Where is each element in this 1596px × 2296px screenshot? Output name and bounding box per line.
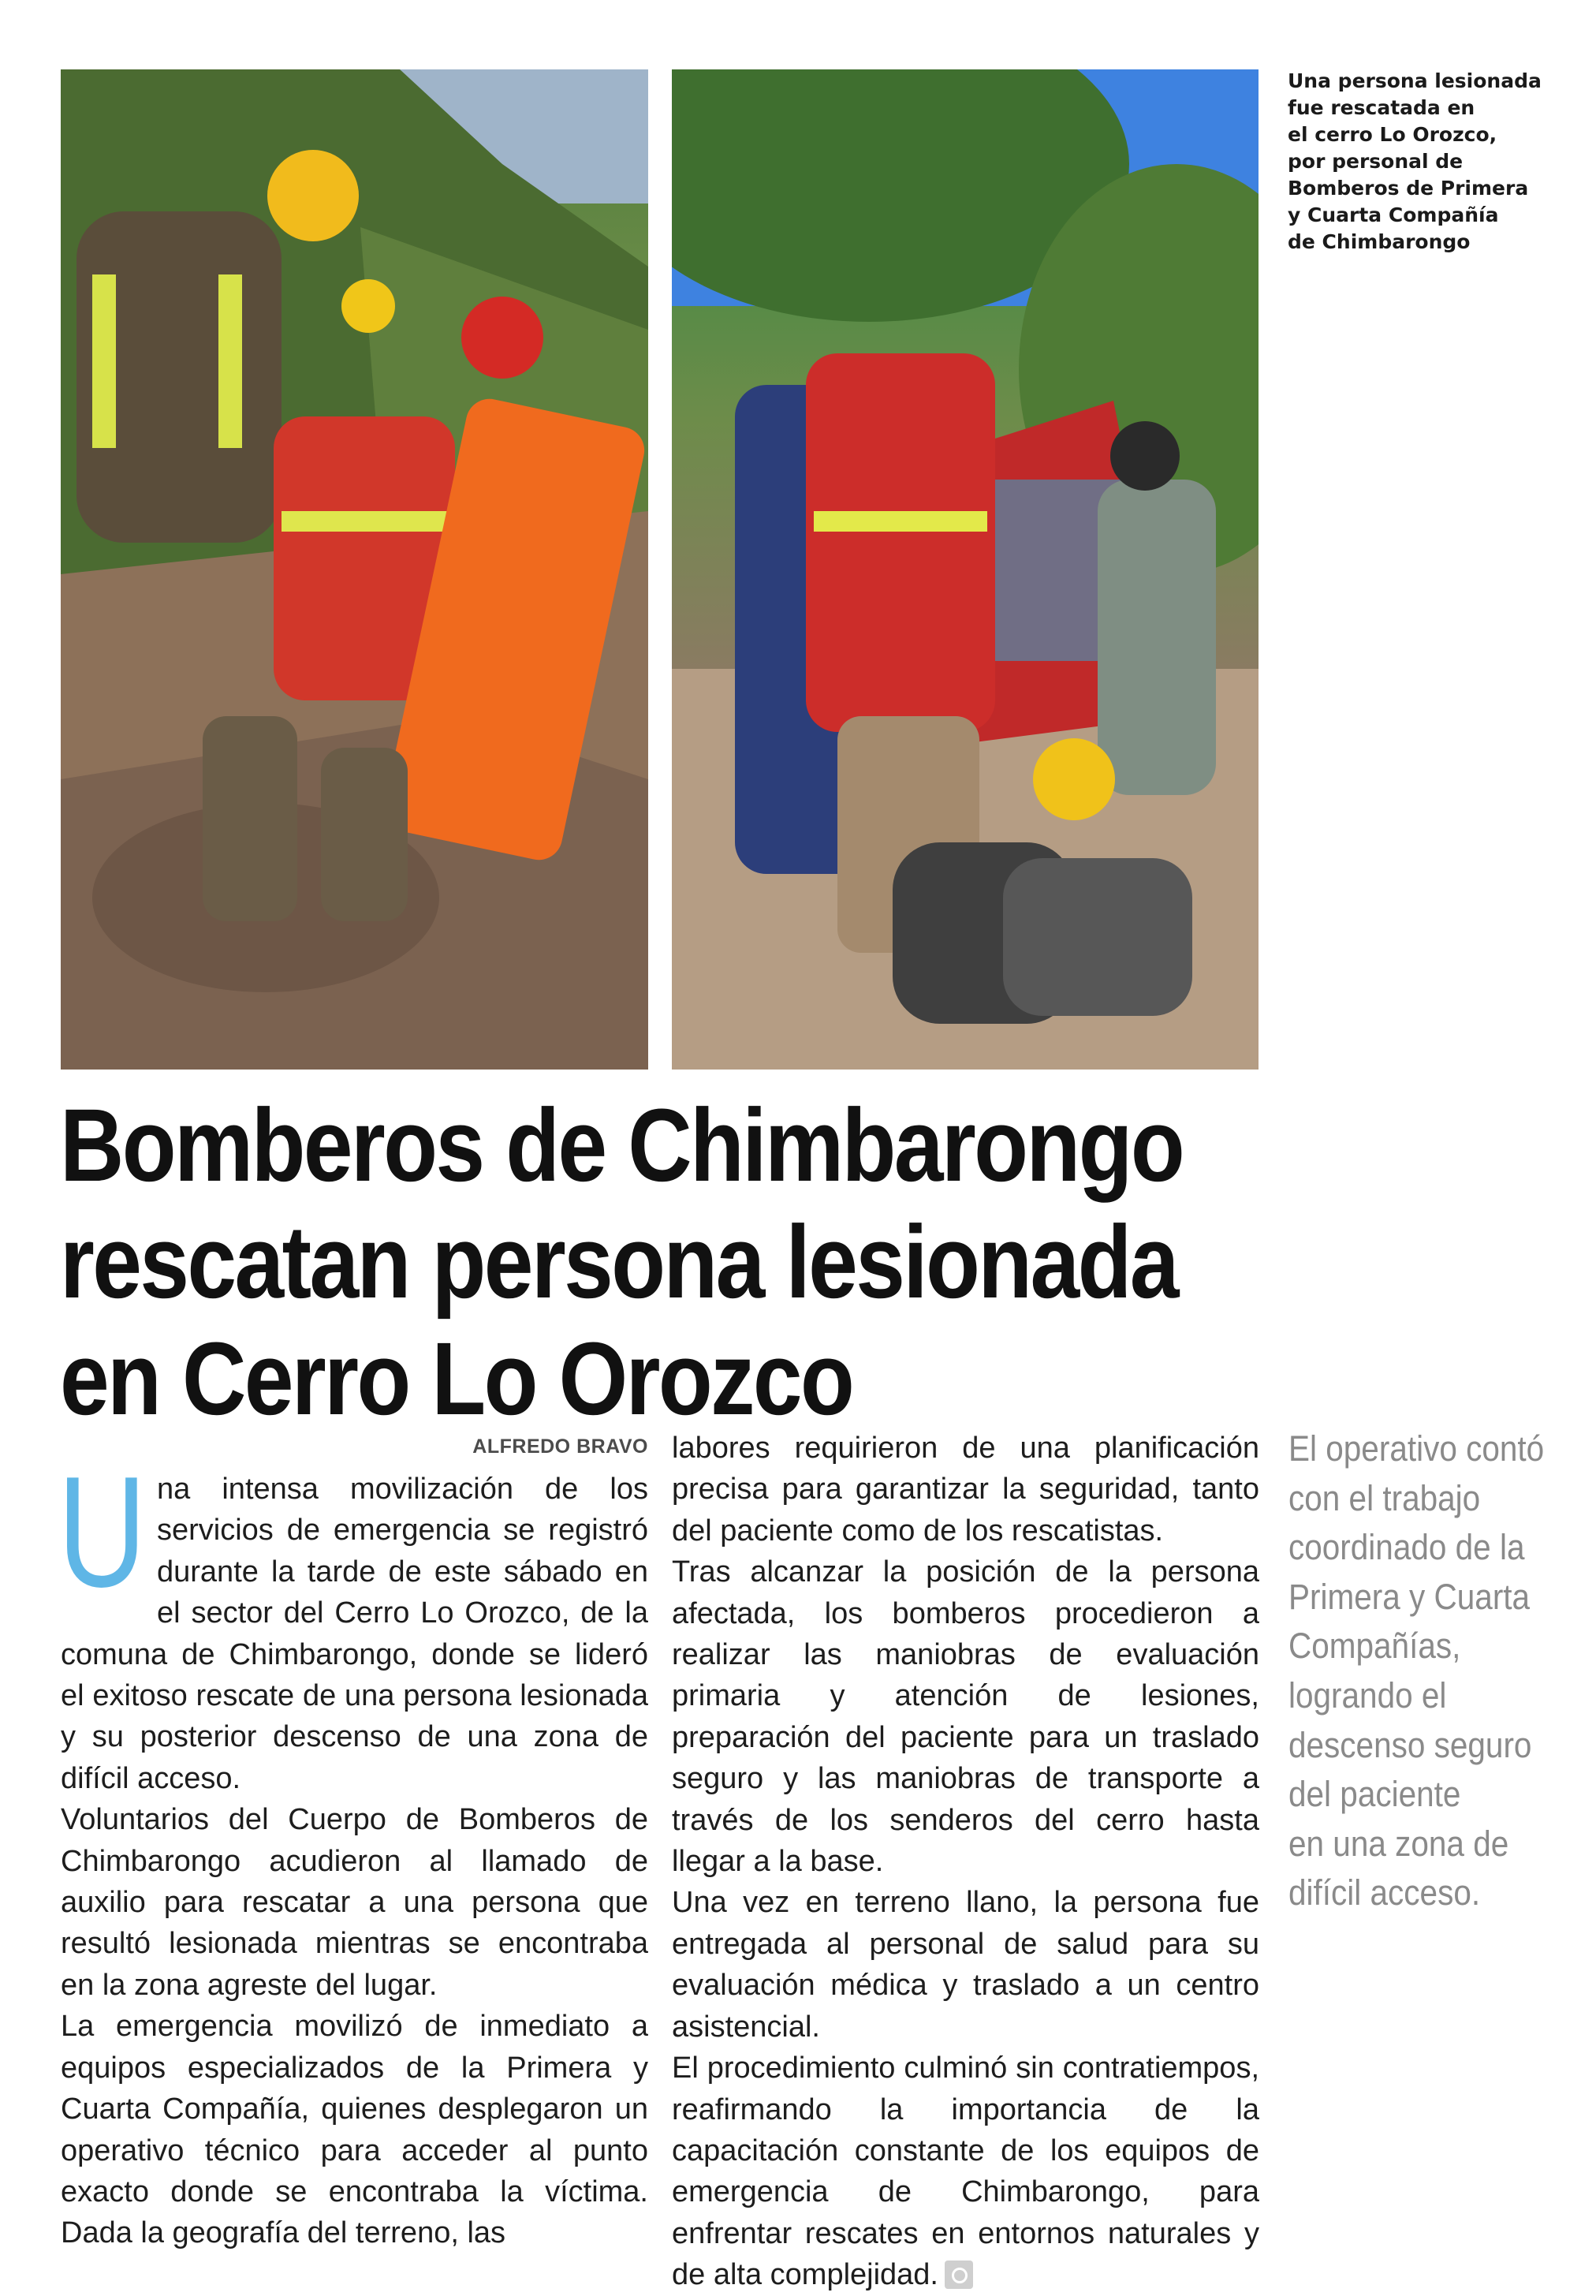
article-headline [60, 1087, 1184, 1437]
pull-quote [1288, 1424, 1558, 1918]
pull-quote-line: Primera y Cuarta [1288, 1576, 1531, 1617]
article-column-2 [672, 1428, 1259, 2296]
end-of-article-icon [945, 2261, 973, 2289]
caption-line: por personal de [1288, 150, 1464, 173]
photo-rescue-vehicle [672, 69, 1259, 1070]
photo-caption [1288, 68, 1548, 256]
pull-quote-line: Compañías, [1288, 1626, 1461, 1667]
caption-line: fue rescatada en [1288, 96, 1475, 119]
photo-rescue-slope [61, 69, 648, 1070]
pull-quote-line: con el trabajo [1288, 1477, 1481, 1518]
paragraph: Voluntarios del Cuerpo de Bomberos de Chimbarongo acudieron al llamado de auxilio para rescatar a una persona que resultó lesionada mientras se encontraba en la zona agreste del lugar. [61, 1803, 648, 2002]
paragraph-continued: labores requirieron de una planificación precisa para garantizar la seguridad, tanto del paciente como de los rescatistas. [672, 1432, 1259, 1547]
pull-quote-line: descenso seguro [1288, 1724, 1532, 1765]
pull-quote-line: coordinado de la [1288, 1527, 1525, 1568]
caption-line: Bomberos de Primera [1288, 177, 1529, 200]
photo-rescue-vehicle-illustration [672, 69, 1259, 1070]
caption-line: y Cuarta Compañía [1288, 203, 1499, 226]
byline: ALFREDO BRAVO [472, 1435, 648, 1458]
headline-line: en Cerro Lo Orozco [60, 1320, 853, 1436]
headline-line: Bomberos de Chimbarongo [60, 1087, 1184, 1203]
paragraph-final-text: El procedimiento culminó sin contratiempos, reafirmando la importancia de la capacitación constante de los equipos de emergencia de Chimbarongo, para enfrentar rescates en entornos naturales y de alta complejidad. [672, 2051, 1259, 2292]
photo-rescue-slope-illustration [61, 69, 648, 1070]
paragraph-final [672, 2048, 1259, 2295]
paragraph-lead-text: na intensa movilización de los servicios de emergencia se registró durante la tarde de este sábado en el sector del Cerro Lo Orozco, de la comuna de Chimbarongo, donde se lideró el exitoso rescate de una persona lesionada y su posterior descenso de una zona de difícil acceso. [61, 1473, 648, 1795]
pull-quote-line: en una zona de [1288, 1823, 1509, 1864]
headline-line: rescatan persona lesionada [60, 1204, 1177, 1320]
paragraph: Una vez en terreno llano, la persona fue entregada al personal de salud para su evaluación médica y traslado a un centro asistencial. [672, 1886, 1259, 2044]
pull-quote-line: logrando el [1288, 1674, 1447, 1715]
caption-line: Una persona lesionada [1288, 69, 1542, 92]
paragraph: La emergencia movilizó de inmediato a equipos especializados de la Primera y Cuarta Compañía, quienes desplegaron un operativo técnico para acceder al punto exacto donde se encontraba la víctima. Dada la geografía del terreno, las [61, 2010, 648, 2250]
pull-quote-line: El operativo contó [1288, 1428, 1545, 1469]
pull-quote-line: difícil acceso. [1288, 1872, 1481, 1913]
caption-line: el cerro Lo Orozco, [1288, 123, 1497, 146]
pull-quote-line: del paciente [1288, 1774, 1461, 1815]
paragraph: Tras alcanzar la posición de la persona afectada, los bomberos procedieron a realizar las maniobras de evaluación primaria y atención de lesiones, preparación del paciente para un traslado seguro y las maniobras de transporte a través de los senderos del cerro hasta llegar a la base. [672, 1555, 1259, 1879]
drop-cap: U [58, 1444, 147, 1620]
caption-line: de Chimbarongo [1288, 230, 1471, 253]
